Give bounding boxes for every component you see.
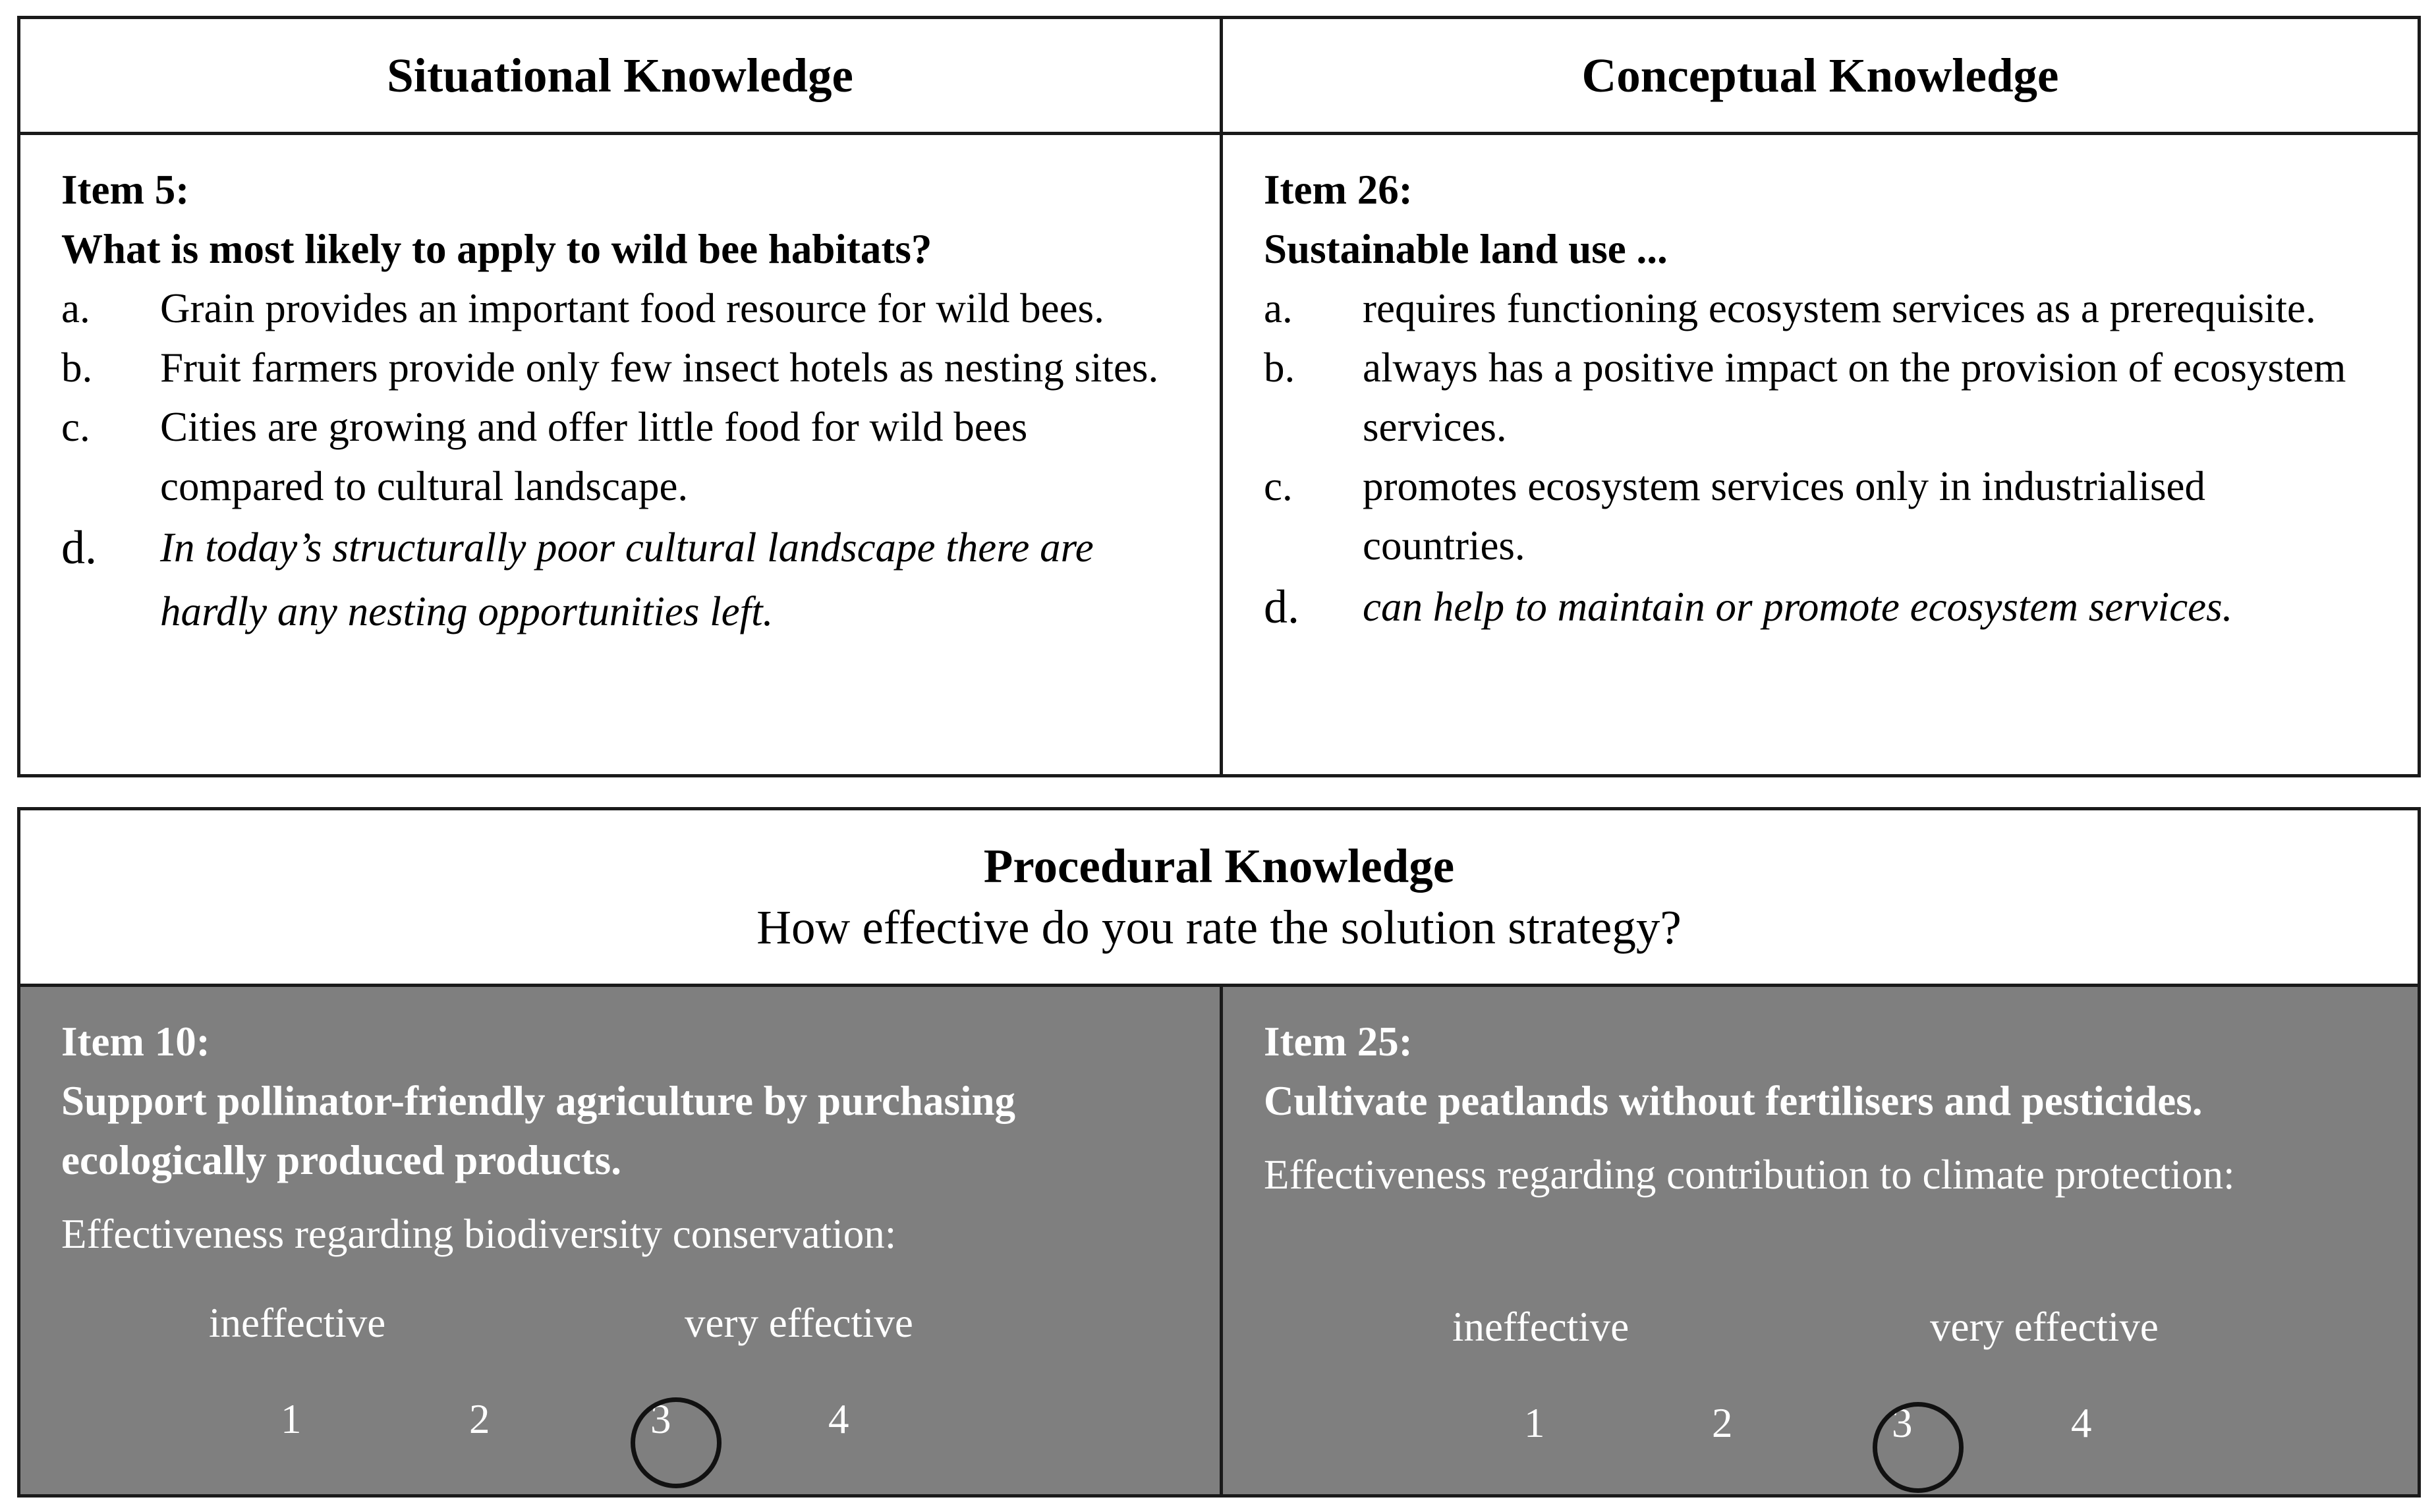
- scale-low-label: ineffective: [1452, 1304, 1629, 1350]
- answer-option: [1264, 338, 2378, 457]
- answer-option: [61, 279, 1180, 338]
- selected-rating-circle: [1873, 1402, 1964, 1493]
- procedural-question: How effective do you rate the solution strategy?: [756, 901, 1682, 954]
- option-text: requires functioning ecosystem services as a prerequisite.: [1363, 285, 2316, 331]
- situational-item: [20, 135, 1220, 774]
- option-letter: c.: [61, 404, 90, 450]
- option-text: In today’s structurally poor cultural landscape there are hardly any nesting opportunities left.: [160, 524, 1094, 634]
- item-question: Sustainable land use ...: [1264, 226, 1668, 272]
- item-number: Item 5:: [61, 167, 190, 213]
- option-letter: d.: [1264, 580, 1299, 633]
- scale-option-2[interactable]: 2: [469, 1396, 490, 1442]
- knowledge-items-table: [17, 16, 2421, 777]
- scale-low-label: ineffective: [209, 1300, 386, 1346]
- strategy-text: Support pollinator-friendly agriculture by purchasing ecologically produced products.: [61, 1078, 1016, 1183]
- answer-option: [1264, 279, 2378, 338]
- conceptual-header: Conceptual Knowledge: [1581, 48, 2059, 102]
- item-number: Item 26:: [1264, 167, 1413, 213]
- scale-option-1[interactable]: 1: [281, 1396, 302, 1442]
- correct-answer-option: [61, 516, 1180, 644]
- procedural-knowledge-table: [17, 807, 2421, 1498]
- item-number: Item 25:: [1264, 1019, 1413, 1065]
- answer-option: [61, 338, 1180, 397]
- scale-high-label: very effective: [1930, 1304, 2159, 1350]
- selected-rating-circle: [631, 1397, 722, 1488]
- procedural-header: [20, 810, 2418, 984]
- option-letter: d.: [61, 521, 97, 574]
- option-letter: b.: [1264, 345, 1295, 391]
- conceptual-item: [1223, 135, 2418, 774]
- scale-option-2[interactable]: 2: [1712, 1400, 1733, 1446]
- option-letter: a.: [61, 285, 90, 331]
- option-text: Cities are growing and offer little food for wild bees compared to cultural landscape.: [160, 404, 1028, 509]
- procedural-item-25: [1223, 987, 2418, 1494]
- option-text: always has a positive impact on the provision of ecosystem services.: [1363, 345, 2346, 450]
- effectiveness-prompt: Effectiveness regarding biodiversity conservation:: [61, 1211, 897, 1257]
- effectiveness-prompt: Effectiveness regarding contribution to climate protection:: [1264, 1152, 2235, 1198]
- option-letter: c.: [1264, 463, 1293, 509]
- scale-option-3[interactable]: 3: [650, 1396, 671, 1442]
- scale-option-4[interactable]: 4: [2071, 1400, 2092, 1446]
- situational-header: Situational Knowledge: [387, 48, 853, 102]
- option-text: promotes ecosystem services only in industrialised countries.: [1363, 463, 2206, 569]
- scale-option-4[interactable]: 4: [828, 1396, 849, 1442]
- procedural-title: Procedural Knowledge: [983, 839, 1455, 893]
- procedural-items: [20, 987, 2418, 1494]
- option-letter: a.: [1264, 285, 1293, 331]
- option-letter: b.: [61, 345, 93, 391]
- option-text: can help to maintain or promote ecosystem services.: [1363, 584, 2233, 630]
- option-text: Fruit farmers provide only few insect hotels as nesting sites.: [160, 345, 1159, 391]
- strategy-text: Cultivate peatlands without fertilisers and pesticides.: [1264, 1078, 2203, 1124]
- procedural-item-10: [20, 987, 1220, 1494]
- answer-option: [61, 397, 1180, 516]
- option-text: Grain provides an important food resource for wild bees.: [160, 285, 1104, 331]
- scale-option-3[interactable]: 3: [1892, 1400, 1913, 1446]
- item-number: Item 10:: [61, 1019, 210, 1065]
- correct-answer-option: [1264, 575, 2378, 639]
- scale-high-label: very effective: [685, 1300, 913, 1346]
- item-question: What is most likely to apply to wild bee habitats?: [61, 226, 932, 272]
- scale-option-1[interactable]: 1: [1524, 1400, 1545, 1446]
- answer-option: [1264, 457, 2378, 575]
